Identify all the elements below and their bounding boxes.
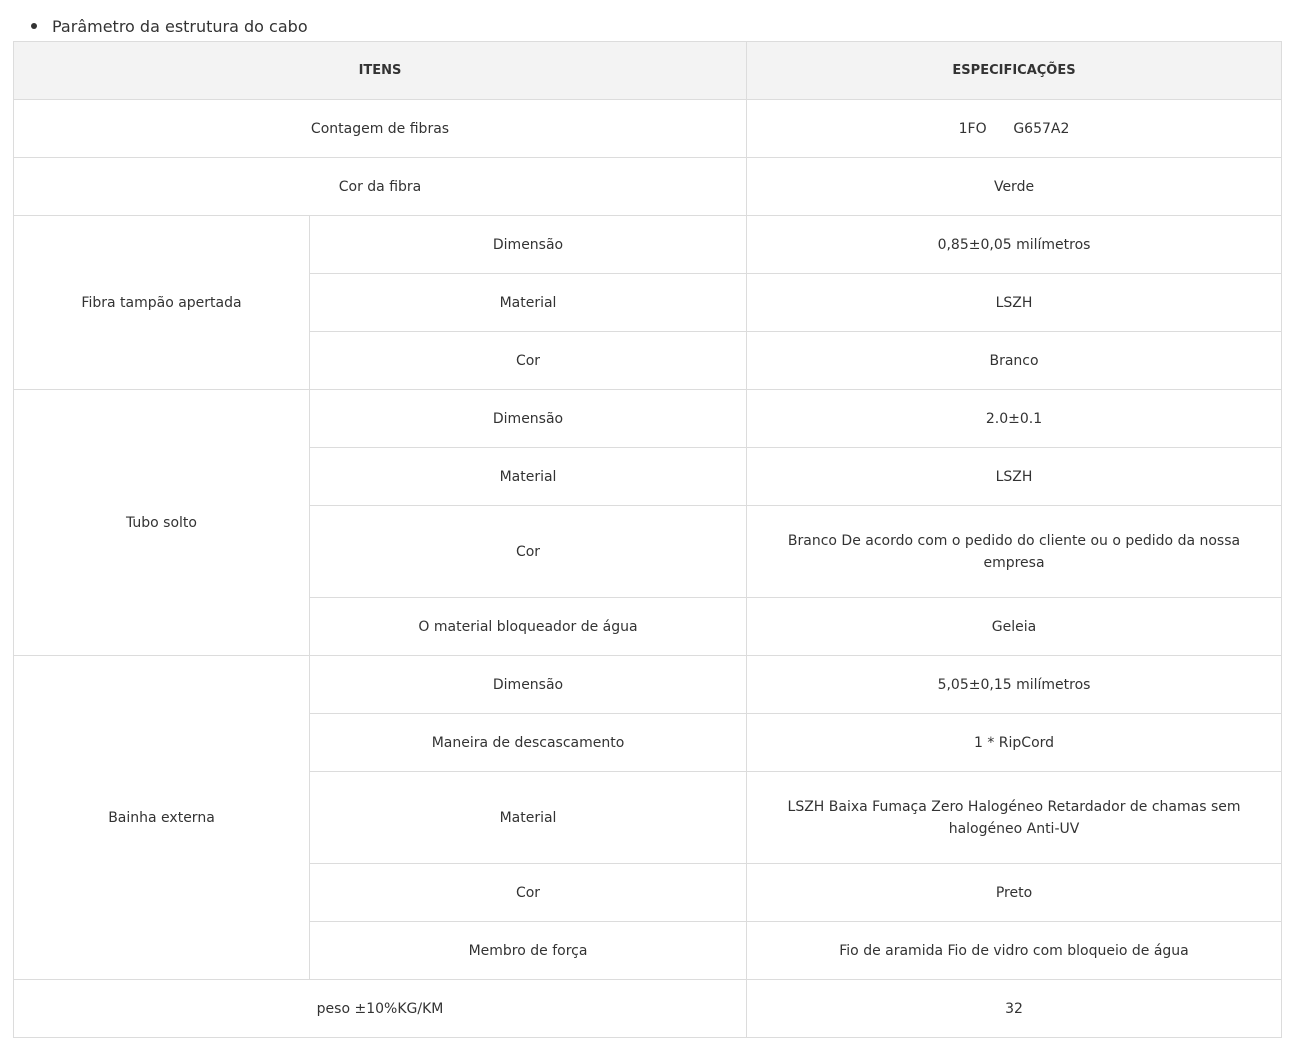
row-value: Preto [747, 864, 1282, 922]
table-row [14, 158, 1282, 216]
row-label: Dimensão [310, 216, 747, 274]
row-value: LSZH [747, 448, 1282, 506]
cable-structure-table [13, 41, 1282, 1038]
row-label: Membro de força [310, 922, 747, 980]
row-label: Cor [310, 506, 747, 598]
row-value: LSZH Baixa Fumaça Zero Halogéneo Retardador de chamas sem halogéneo Anti-UV [747, 772, 1282, 864]
section-title: Parâmetro da estrutura do cabo [52, 16, 308, 36]
row-label: Material [310, 772, 747, 864]
row-value: Branco [747, 332, 1282, 390]
row-label: Dimensão [310, 390, 747, 448]
table-row [14, 656, 1282, 714]
row-value: 1 * RipCord [747, 714, 1282, 772]
row-value: Geleia [747, 598, 1282, 656]
table-row [14, 216, 1282, 274]
row-value: 2.0±0.1 [747, 390, 1282, 448]
row-value: 1FO G657A2 [747, 100, 1282, 158]
section-heading [31, 14, 308, 38]
row-label: Cor da fibra [14, 158, 747, 216]
table-header-row [14, 42, 1282, 100]
table-row [14, 980, 1282, 1038]
row-label: Dimensão [310, 656, 747, 714]
header-items: ITENS [14, 42, 747, 100]
row-value: 32 [747, 980, 1282, 1038]
row-value: 5,05±0,15 milímetros [747, 656, 1282, 714]
row-value: Fio de aramida Fio de vidro com bloqueio de água [747, 922, 1282, 980]
row-label: Material [310, 448, 747, 506]
group-label: Fibra tampão apertada [14, 216, 310, 390]
row-value: LSZH [747, 274, 1282, 332]
row-value: Branco De acordo com o pedido do cliente ou o pedido da nossa empresa [747, 506, 1282, 598]
row-label: Material [310, 274, 747, 332]
row-label: peso ±10%KG/KM [14, 980, 747, 1038]
row-value: 0,85±0,05 milímetros [747, 216, 1282, 274]
row-label: O material bloqueador de água [310, 598, 747, 656]
header-specs: ESPECIFICAÇÕES [747, 42, 1282, 100]
group-label: Bainha externa [14, 656, 310, 980]
row-label: Contagem de fibras [14, 100, 747, 158]
row-label: Maneira de descascamento [310, 714, 747, 772]
table-row [14, 100, 1282, 158]
bullet-icon [31, 23, 37, 29]
table-row [14, 390, 1282, 448]
group-label: Tubo solto [14, 390, 310, 656]
row-label: Cor [310, 864, 747, 922]
row-value: Verde [747, 158, 1282, 216]
row-label: Cor [310, 332, 747, 390]
